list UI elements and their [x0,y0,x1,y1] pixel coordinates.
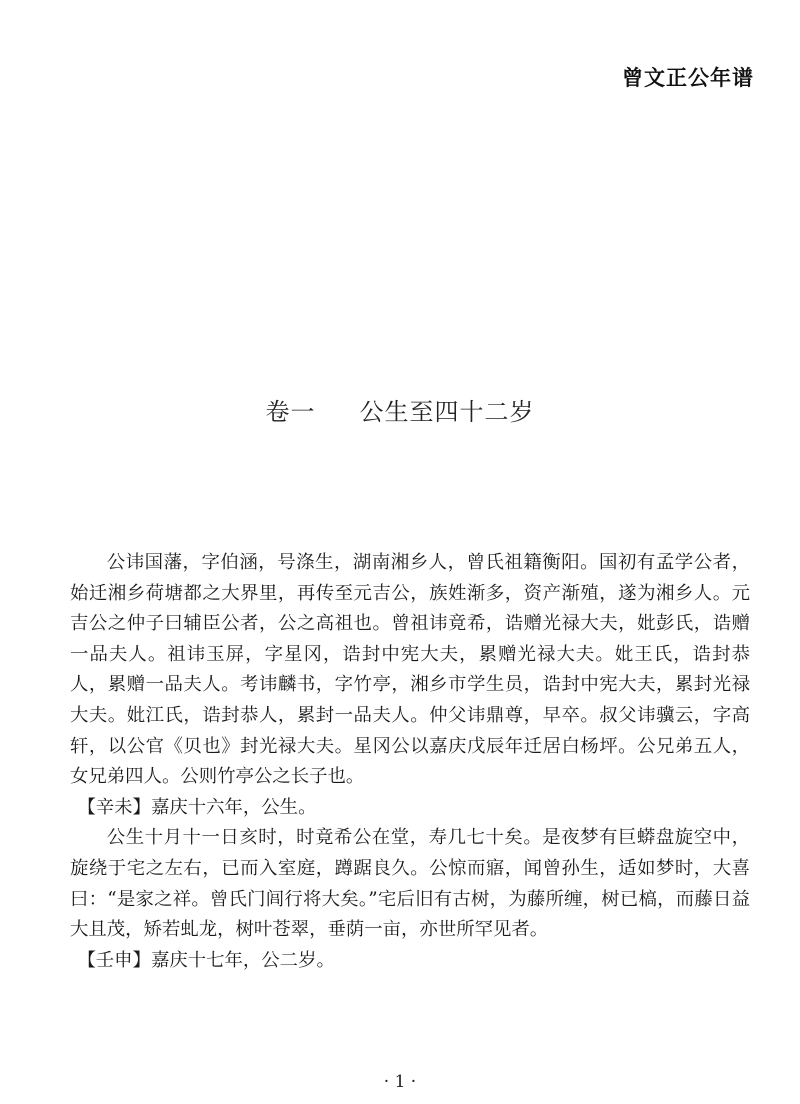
chapter-subtitle: 公生至四十二岁 [359,398,535,426]
body-text [70,548,750,976]
chapter-title [0,392,800,427]
year-label: 【壬申】 [77,949,151,971]
year-entry-renshen [70,946,750,977]
year-label: 【辛未】 [77,796,151,818]
year-text: 嘉庆十七年，公二岁。 [150,949,335,971]
page-number: · 1 · [383,1072,417,1092]
birth-paragraph: 公生十月十一日亥时，时竟希公在堂，寿几七十矣。是夜梦有巨蟒盘旋空中，旋绕于宅之左右，已而入室庭，蹲踞良久。公惊而寤，闻曾孙生，适如梦时，大喜曰：“是家之祥。曾氏门闾行将大矣。”宅后旧有古树，为藤所缠，树已槁，而藤日益大且茂，矫若虬龙，树叶苍翠，垂荫一亩，亦世所罕见者。 [70,827,750,941]
year-entry-xinwei [70,793,750,824]
year-text: 嘉庆十六年，公生。 [150,796,317,818]
volume-label: 卷一 [265,398,316,426]
running-header: 曾文正公年谱 [622,66,754,90]
intro-paragraph: 公讳国藩，字伯涵，号涤生，湖南湘乡人，曾氏祖籍衡阳。国初有孟学公者，始迁湘乡荷塘都之大界里，再传至元吉公，族姓渐多，资产渐殖，遂为湘乡人。元吉公之仲子曰辅臣公者，公之高祖也。曾祖讳竟希，诰赠光禄大夫，妣彭氏，诰赠一品夫人。祖讳玉屏，字星冈，诰封中宪大夫，累赠光禄大夫。妣王氏，诰封恭人，累赠一品夫人。考讳麟书，字竹亭，湘乡市学生员，诰封中宪大夫，累封光禄大夫。妣江氏，诰封恭人，累封一品夫人。仲父讳鼎尊，早卒。叔父讳骥云，字高轩，以公官《贝也》封光禄大夫。星冈公以嘉庆戊辰年迁居白杨坪。公兄弟五人，女兄弟四人。公则竹亭公之长子也。 [70,552,750,788]
